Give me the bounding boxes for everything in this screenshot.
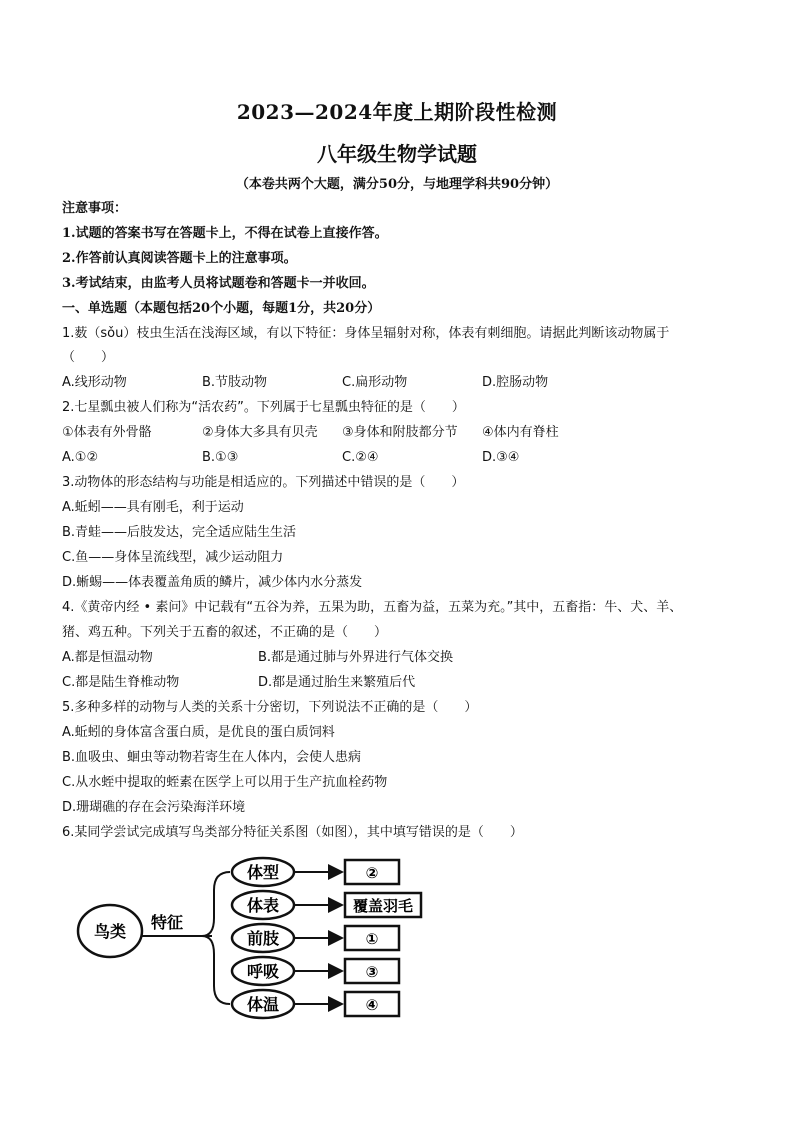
feature-value-text: ①: [365, 930, 379, 948]
q6-stem: 6.某同学尝试完成填写鸟类部分特征关系图（如图），其中填写错误的是（ ）: [62, 825, 523, 840]
feature-value-text: ③: [365, 963, 379, 981]
branch-label: 特征: [150, 913, 184, 932]
q2-option-c: C.②④: [342, 450, 379, 465]
q2-feature-1: ①体表有外骨骼: [62, 425, 152, 440]
feature-node-label: 体温: [246, 995, 280, 1014]
q3-stem: 3.动物体的形态结构与功能是相适应的。下列描述中错误的是（ ）: [62, 475, 465, 490]
diagram-nodes: [232, 858, 421, 1018]
q1-option-b: B.节肢动物: [202, 375, 268, 390]
root-label: 鸟类: [93, 922, 127, 941]
q4-option-a: A.都是恒温动物: [62, 650, 153, 665]
q1-option-c: C.扁形动物: [342, 375, 408, 390]
feature-value-text: 覆盖羽毛: [352, 897, 414, 915]
exam-note: （本卷共两个大题，满分50分，与地理学科共90分钟）: [235, 177, 559, 192]
q2-option-a: A.①②: [62, 450, 99, 465]
q5-option-d: D.珊瑚礁的存在会污染海洋环境: [62, 800, 246, 815]
q1-option-d: D.腔肠动物: [482, 375, 549, 390]
feature-node-label: 呼吸: [246, 962, 280, 981]
feature-node-label: 体型: [246, 863, 280, 882]
q1-option-a: A.线形动物: [62, 375, 127, 390]
q5-option-a: A.蚯蚓的身体富含蛋白质，是优良的蛋白质饲料: [62, 725, 335, 740]
q4-option-d: D.都是通过胎生来繁殖后代: [258, 675, 416, 690]
feature-value-text: ④: [365, 996, 379, 1014]
notice-item-3: 3.考试结束，由监考人员将试题卷和答题卡一并收回。: [62, 276, 375, 291]
q4-option-c: C.都是陆生脊椎动物: [62, 675, 180, 690]
q3-option-d: D.蜥蜴——体表覆盖角质的鳞片，减少体内水分蒸发: [62, 575, 363, 590]
q3-option-c: C.鱼——身体呈流线型，减少运动阻力: [62, 550, 284, 565]
q2-feature-4: ④体内有脊柱: [482, 425, 559, 440]
feature-value-text: ②: [365, 864, 379, 882]
exam-title: 2023—2024年度上期阶段性检测: [236, 100, 558, 124]
q2-option-b: B.①③: [202, 450, 239, 465]
q5-option-c: C.从水蛭中提取的蛭素在医学上可以用于生产抗血栓药物: [62, 775, 388, 790]
notice-item-1: 1.试题的答案书写在答题卡上，不得在试卷上直接作答。: [62, 226, 388, 241]
q3-option-a: A.蚯蚓——具有刚毛，利于运动: [62, 500, 244, 515]
feature-node-label: 体表: [246, 896, 280, 915]
q4-stem-line2: 猪、鸡五种。下列关于五畜的叙述，不正确的是（ ）: [62, 625, 388, 640]
q3-option-b: B.青蛙——后肢发达，完全适应陆生生活: [62, 525, 297, 540]
q2-option-d: D.③④: [482, 450, 520, 465]
q4-option-b: B.都是通过肺与外界进行气体交换: [258, 650, 454, 665]
notice-item-2: 2.作答前认真阅读答题卡上的注意事项。: [62, 251, 297, 266]
q1-stem-line1: 1.薮（sǒu）枝虫生活在浅海区域，有以下特征：身体呈辐射对称，体表有刺细胞。请据此判断该动物属于: [62, 326, 670, 341]
exam-subject: 八年级生物学试题: [317, 142, 477, 166]
q5-stem: 5.多种多样的动物与人类的关系十分密切，下列说法不正确的是（ ）: [62, 700, 478, 715]
brace: [202, 872, 230, 1004]
q1-stem-line2: （ ）: [62, 350, 115, 365]
feature-node-label: 前肢: [246, 929, 280, 948]
q2-feature-3: ③身体和附肢都分节: [342, 425, 458, 440]
q2-feature-2: ②身体大多具有贝壳: [202, 425, 318, 440]
q4-stem-line1: 4.《黄帝内经 • 素问》中记载有“五谷为养，五果为助，五畜为益，五菜为充。”其中，五畜指：牛、犬、羊、: [62, 600, 683, 615]
section-heading: 一、单选题（本题包括20个小题，每题1分，共20分）: [62, 301, 381, 316]
q2-stem: 2.七星瓢虫被人们称为“活农药”。下列属于七星瓢虫特征的是（ ）: [62, 400, 465, 415]
notice-heading: 注意事项：: [62, 201, 128, 216]
q5-option-b: B.血吸虫、蛔虫等动物若寄生在人体内，会使人患病: [62, 750, 362, 765]
